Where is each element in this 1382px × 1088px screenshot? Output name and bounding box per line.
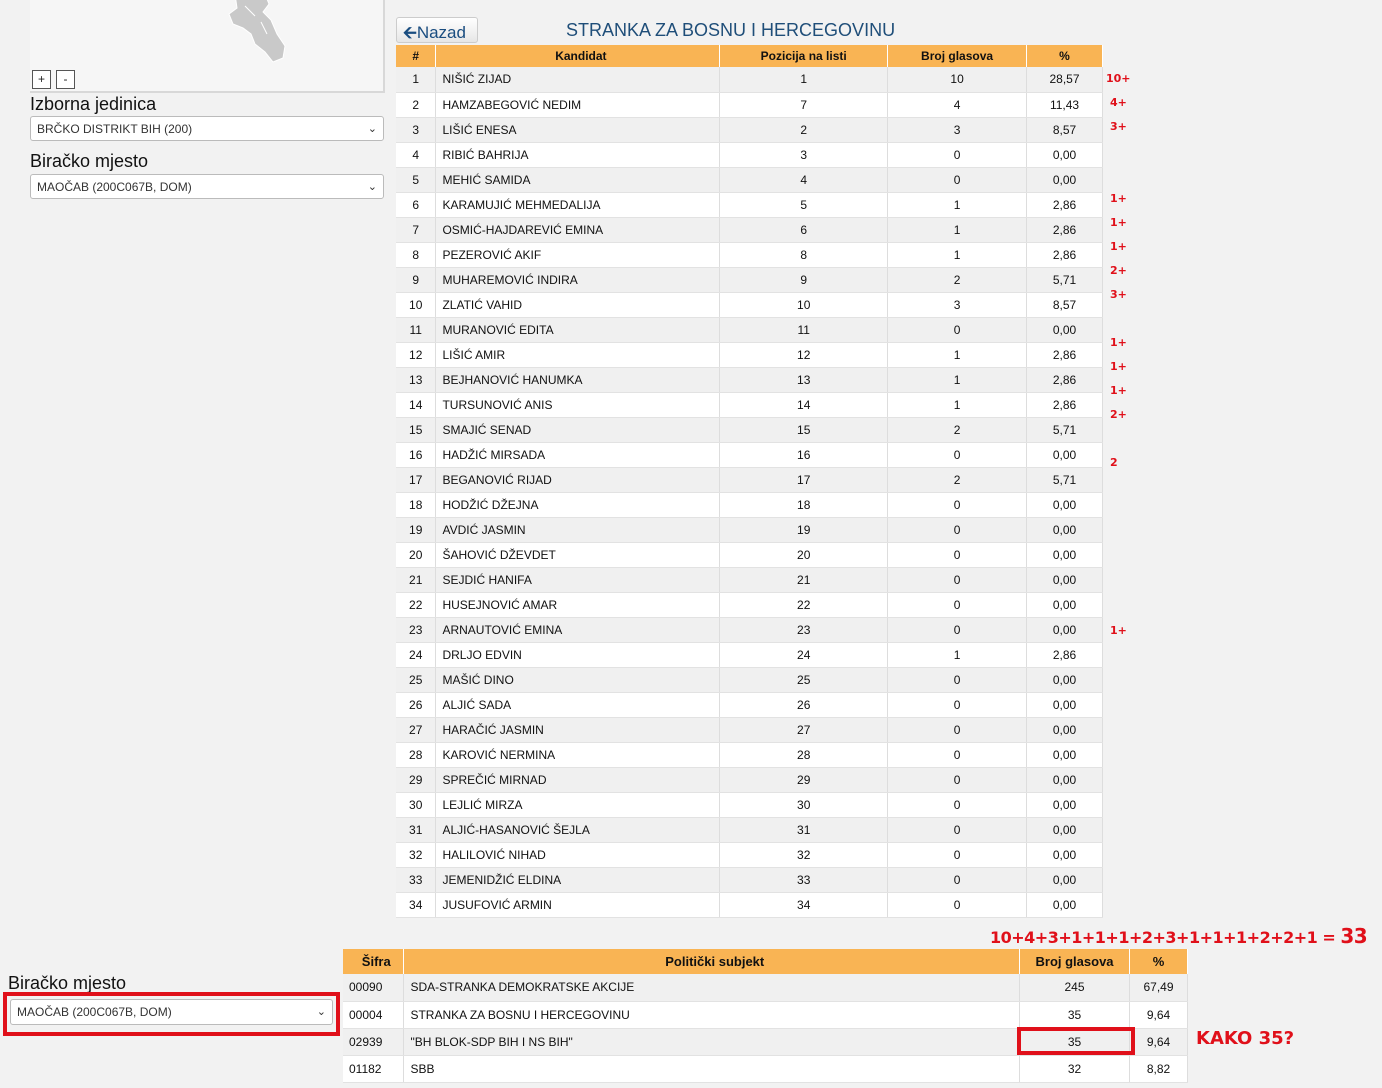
cell-kandidat: ALJIĆ-HASANOVIĆ ŠEJLA xyxy=(436,817,720,842)
cell-pozicija: 6 xyxy=(720,217,888,242)
cell-pozicija: 12 xyxy=(720,342,888,367)
cell-kandidat: SEJDIĆ HANIFA xyxy=(436,567,720,592)
cell-glasovi: 4 xyxy=(888,92,1027,117)
table-row[interactable] xyxy=(396,367,1103,392)
cell-party-percent: 67,49 xyxy=(1129,974,1187,1001)
cell-kandidat: LEJLIĆ MIRZA xyxy=(436,792,720,817)
question-annotation: KAKO 35? xyxy=(1196,1028,1295,1049)
cell-number: 3 xyxy=(396,117,436,142)
table-row[interactable] xyxy=(343,1055,1188,1082)
cell-number: 32 xyxy=(396,842,436,867)
candidates-header-row xyxy=(396,45,1103,67)
cell-kandidat: HAMZABEGOVIĆ NEDIM xyxy=(436,92,720,117)
cell-pozicija: 17 xyxy=(720,467,888,492)
cell-pozicija: 3 xyxy=(720,142,888,167)
biracko-mjesto-select[interactable] xyxy=(30,174,384,199)
map-region-shape xyxy=(225,0,325,64)
table-row[interactable] xyxy=(396,892,1103,917)
table-row[interactable] xyxy=(396,517,1103,542)
cell-pozicija: 34 xyxy=(720,892,888,917)
cell-percent: 0,00 xyxy=(1027,592,1103,617)
highlight-box-votes xyxy=(1017,1027,1135,1055)
table-row[interactable] xyxy=(396,392,1103,417)
cell-pozicija: 30 xyxy=(720,792,888,817)
table-row[interactable] xyxy=(396,742,1103,767)
cell-percent: 0,00 xyxy=(1027,842,1103,867)
cell-glasovi: 0 xyxy=(888,442,1027,467)
cell-number: 2 xyxy=(396,92,436,117)
table-row[interactable] xyxy=(396,442,1103,467)
cell-number: 16 xyxy=(396,442,436,467)
row-annotation: 1+ xyxy=(1110,216,1127,229)
table-row[interactable] xyxy=(396,842,1103,867)
cell-kandidat: NIŠIĆ ZIJAD xyxy=(436,67,720,92)
cell-percent: 2,86 xyxy=(1027,342,1103,367)
table-row[interactable] xyxy=(396,167,1103,192)
cell-sifra: 00090 xyxy=(343,974,404,1001)
cell-kandidat: ZLATIĆ VAHID xyxy=(436,292,720,317)
cell-glasovi: 0 xyxy=(888,517,1027,542)
cell-number: 24 xyxy=(396,642,436,667)
col-header-sifra[interactable]: Šifra xyxy=(343,949,404,974)
cell-party-percent: 9,64 xyxy=(1129,1001,1187,1028)
col-header-party-percent[interactable]: % xyxy=(1129,949,1187,974)
cell-kandidat: MUHAREMOVIĆ INDIRA xyxy=(436,267,720,292)
cell-glasovi: 2 xyxy=(888,467,1027,492)
col-header-kandidat[interactable]: Kandidat xyxy=(436,45,720,67)
cell-sifra: 01182 xyxy=(343,1055,404,1082)
cell-percent: 0,00 xyxy=(1027,742,1103,767)
cell-number: 31 xyxy=(396,817,436,842)
cell-pozicija: 25 xyxy=(720,667,888,692)
table-row[interactable] xyxy=(396,542,1103,567)
cell-kandidat: DRLJO EDVIN xyxy=(436,642,720,667)
cell-pozicija: 10 xyxy=(720,292,888,317)
parties-table xyxy=(343,949,1188,1083)
cell-pozicija: 8 xyxy=(720,242,888,267)
cell-pozicija: 5 xyxy=(720,192,888,217)
cell-party-percent: 8,82 xyxy=(1129,1055,1187,1082)
cell-pozicija: 31 xyxy=(720,817,888,842)
cell-glasovi: 0 xyxy=(888,592,1027,617)
izborna-jedinica-select[interactable] xyxy=(30,116,384,141)
row-annotation: 1+ xyxy=(1110,240,1127,253)
cell-sifra: 02939 xyxy=(343,1028,404,1055)
cell-number: 10 xyxy=(396,292,436,317)
cell-number: 11 xyxy=(396,317,436,342)
col-header-glasovi[interactable]: Broj glasova xyxy=(888,45,1027,67)
table-row[interactable] xyxy=(396,217,1103,242)
row-annotation: 4+ xyxy=(1110,96,1127,109)
cell-kandidat: SPREČIĆ MIRNAD xyxy=(436,767,720,792)
cell-percent: 0,00 xyxy=(1027,767,1103,792)
cell-kandidat: OSMIĆ-HAJDAREVIĆ EMINA xyxy=(436,217,720,242)
col-header-broj-glasova[interactable]: Broj glasova xyxy=(1020,949,1130,974)
cell-kandidat: ARNAUTOVIĆ EMINA xyxy=(436,617,720,642)
cell-percent: 0,00 xyxy=(1027,567,1103,592)
cell-pozicija: 33 xyxy=(720,867,888,892)
table-row[interactable] xyxy=(396,692,1103,717)
cell-percent: 0,00 xyxy=(1027,867,1103,892)
cell-subjekt: "BH BLOK-SDP BIH I NS BIH" xyxy=(404,1028,1020,1055)
cell-glasovi: 1 xyxy=(888,242,1027,267)
row-annotation: 2+ xyxy=(1110,264,1127,277)
map-panel[interactable] xyxy=(30,0,385,93)
cell-glasovi: 0 xyxy=(888,542,1027,567)
cell-number: 12 xyxy=(396,342,436,367)
biracko-mjesto-label: Biračko mjesto xyxy=(30,151,149,171)
cell-number: 14 xyxy=(396,392,436,417)
cell-percent: 28,57 xyxy=(1027,67,1103,92)
chevron-down-icon: ⌄ xyxy=(316,1006,326,1018)
cell-pozicija: 16 xyxy=(720,442,888,467)
col-header-number[interactable]: # xyxy=(396,45,436,67)
table-row[interactable] xyxy=(396,492,1103,517)
cell-kandidat: MURANOVIĆ EDITA xyxy=(436,317,720,342)
page-title: STRANKA ZA BOSNU I HERCEGOVINU xyxy=(566,20,896,40)
cell-number: 8 xyxy=(396,242,436,267)
table-row[interactable] xyxy=(396,617,1103,642)
table-row[interactable] xyxy=(343,1001,1188,1028)
cell-percent: 5,71 xyxy=(1027,267,1103,292)
cell-glasovi: 2 xyxy=(888,267,1027,292)
cell-number: 34 xyxy=(396,892,436,917)
table-row[interactable] xyxy=(396,317,1103,342)
cell-kandidat: LIŠIĆ AMIR xyxy=(436,342,720,367)
row-annotation: 3+ xyxy=(1110,288,1127,301)
cell-percent: 0,00 xyxy=(1027,142,1103,167)
table-row[interactable] xyxy=(396,242,1103,267)
cell-kandidat: KARAMUJIĆ MEHMEDALIJA xyxy=(436,192,720,217)
cell-glasovi: 0 xyxy=(888,892,1027,917)
cell-kandidat: HALILOVIĆ NIHAD xyxy=(436,842,720,867)
cell-percent: 2,86 xyxy=(1027,192,1103,217)
cell-percent: 2,86 xyxy=(1027,642,1103,667)
chevron-down-icon: ⌄ xyxy=(367,181,377,193)
cell-glasovi: 0 xyxy=(888,842,1027,867)
cell-glasovi: 0 xyxy=(888,492,1027,517)
cell-percent: 5,71 xyxy=(1027,467,1103,492)
cell-pozicija: 4 xyxy=(720,167,888,192)
cell-number: 4 xyxy=(396,142,436,167)
cell-glasovi: 1 xyxy=(888,642,1027,667)
cell-kandidat: HARAČIĆ JASMIN xyxy=(436,717,720,742)
cell-broj-glasova: 35 xyxy=(1020,1028,1130,1055)
cell-number: 26 xyxy=(396,692,436,717)
cell-glasovi: 1 xyxy=(888,192,1027,217)
table-row[interactable] xyxy=(396,867,1103,892)
cell-number: 20 xyxy=(396,542,436,567)
cell-percent: 0,00 xyxy=(1027,792,1103,817)
cell-pozicija: 15 xyxy=(720,417,888,442)
cell-glasovi: 0 xyxy=(888,167,1027,192)
sum-result: 33 xyxy=(1340,924,1368,948)
cell-glasovi: 0 xyxy=(888,692,1027,717)
cell-kandidat: ŠAHOVIĆ DŽEVDET xyxy=(436,542,720,567)
cell-pozicija: 2 xyxy=(720,117,888,142)
cell-glasovi: 2 xyxy=(888,417,1027,442)
candidates-table xyxy=(396,45,1103,918)
cell-pozicija: 22 xyxy=(720,592,888,617)
table-row[interactable] xyxy=(396,567,1103,592)
cell-kandidat: BEGANOVIĆ RIJAD xyxy=(436,467,720,492)
cell-percent: 0,00 xyxy=(1027,892,1103,917)
cell-kandidat: AVDIĆ JASMIN xyxy=(436,517,720,542)
cell-kandidat: PEZEROVIĆ AKIF xyxy=(436,242,720,267)
cell-number: 7 xyxy=(396,217,436,242)
cell-kandidat: ALJIĆ SADA xyxy=(436,692,720,717)
cell-pozicija: 11 xyxy=(720,317,888,342)
cell-number: 28 xyxy=(396,742,436,767)
cell-percent: 0,00 xyxy=(1027,442,1103,467)
cell-pozicija: 14 xyxy=(720,392,888,417)
cell-percent: 8,57 xyxy=(1027,292,1103,317)
cell-number: 25 xyxy=(396,667,436,692)
cell-glasovi: 0 xyxy=(888,817,1027,842)
cell-glasovi: 0 xyxy=(888,567,1027,592)
cell-pozicija: 20 xyxy=(720,542,888,567)
cell-number: 18 xyxy=(396,492,436,517)
cell-percent: 0,00 xyxy=(1027,717,1103,742)
table-row[interactable] xyxy=(396,817,1103,842)
cell-percent: 8,57 xyxy=(1027,117,1103,142)
cell-glasovi: 3 xyxy=(888,117,1027,142)
cell-percent: 0,00 xyxy=(1027,617,1103,642)
cell-percent: 2,86 xyxy=(1027,392,1103,417)
cell-percent: 0,00 xyxy=(1027,317,1103,342)
col-header-percent[interactable]: % xyxy=(1027,45,1103,67)
cell-glasovi: 0 xyxy=(888,667,1027,692)
cell-number: 27 xyxy=(396,717,436,742)
table-row[interactable] xyxy=(396,117,1103,142)
table-row[interactable] xyxy=(396,267,1103,292)
table-row[interactable] xyxy=(396,67,1103,92)
cell-kandidat: KAROVIĆ NERMINA xyxy=(436,742,720,767)
cell-percent: 11,43 xyxy=(1027,92,1103,117)
back-button-label: Nazad xyxy=(416,23,466,42)
cell-percent: 0,00 xyxy=(1027,517,1103,542)
cell-kandidat: SMAJIĆ SENAD xyxy=(436,417,720,442)
izborna-jedinica-label: Izborna jedinica xyxy=(30,94,157,114)
cell-kandidat: HODŽIĆ DŽEJNA xyxy=(436,492,720,517)
bottom-biracko-mjesto-label: Biračko mjesto xyxy=(8,973,127,993)
cell-glasovi: 0 xyxy=(888,767,1027,792)
cell-number: 30 xyxy=(396,792,436,817)
cell-kandidat: JUSUFOVIĆ ARMIN xyxy=(436,892,720,917)
cell-glasovi: 0 xyxy=(888,142,1027,167)
zoom-in-button[interactable]: + xyxy=(32,70,51,89)
cell-pozicija: 7 xyxy=(720,92,888,117)
table-row[interactable] xyxy=(396,342,1103,367)
parties-header-row xyxy=(343,949,1188,974)
cell-percent: 0,00 xyxy=(1027,167,1103,192)
cell-glasovi: 0 xyxy=(888,617,1027,642)
cell-pozicija: 21 xyxy=(720,567,888,592)
table-row[interactable] xyxy=(396,667,1103,692)
row-annotation: 10+ xyxy=(1106,72,1131,85)
cell-number: 15 xyxy=(396,417,436,442)
cell-glasovi: 0 xyxy=(888,317,1027,342)
cell-pozicija: 26 xyxy=(720,692,888,717)
col-header-subjekt[interactable]: Politički subjekt xyxy=(404,949,1020,974)
table-row[interactable] xyxy=(396,417,1103,442)
cell-sifra: 00004 xyxy=(343,1001,404,1028)
cell-pozicija: 9 xyxy=(720,267,888,292)
cell-number: 23 xyxy=(396,617,436,642)
cell-pozicija: 23 xyxy=(720,617,888,642)
bottom-biracko-mjesto-value: MAOČAB (200C067B, DOM) xyxy=(17,1005,172,1019)
cell-number: 5 xyxy=(396,167,436,192)
cell-number: 6 xyxy=(396,192,436,217)
cell-percent: 0,00 xyxy=(1027,817,1103,842)
cell-kandidat: MAŠIĆ DINO xyxy=(436,667,720,692)
row-annotation: 1+ xyxy=(1110,360,1127,373)
table-row[interactable] xyxy=(396,717,1103,742)
row-annotation: 2+ xyxy=(1110,408,1127,421)
cell-glasovi: 10 xyxy=(888,67,1027,92)
cell-number: 21 xyxy=(396,567,436,592)
row-annotation: 1+ xyxy=(1110,384,1127,397)
cell-subjekt: SDA-STRANKA DEMOKRATSKE AKCIJE xyxy=(404,974,1020,1001)
cell-number: 29 xyxy=(396,767,436,792)
cell-glasovi: 1 xyxy=(888,342,1027,367)
table-row[interactable] xyxy=(396,192,1103,217)
cell-kandidat: BEJHANOVIĆ HANUMKA xyxy=(436,367,720,392)
row-annotation: 2 xyxy=(1110,456,1118,469)
table-row[interactable] xyxy=(396,292,1103,317)
cell-glasovi: 1 xyxy=(888,392,1027,417)
cell-number: 17 xyxy=(396,467,436,492)
cell-number: 33 xyxy=(396,867,436,892)
back-button[interactable] xyxy=(396,17,478,43)
row-annotation: 1+ xyxy=(1110,336,1127,349)
cell-pozicija: 13 xyxy=(720,367,888,392)
cell-glasovi: 0 xyxy=(888,717,1027,742)
cell-broj-glasova: 32 xyxy=(1020,1055,1130,1082)
cell-subjekt: SBB xyxy=(404,1055,1020,1082)
cell-kandidat: HADŽIĆ MIRSADA xyxy=(436,442,720,467)
table-row[interactable] xyxy=(396,642,1103,667)
table-row[interactable] xyxy=(396,92,1103,117)
cell-kandidat: LIŠIĆ ENESA xyxy=(436,117,720,142)
cell-pozicija: 24 xyxy=(720,642,888,667)
table-row[interactable] xyxy=(396,467,1103,492)
sum-expression: 10+4+3+1+1+1+2+3+1+1+1+2+2+1 = xyxy=(990,928,1336,947)
table-row[interactable] xyxy=(396,592,1103,617)
cell-percent: 2,86 xyxy=(1027,367,1103,392)
cell-number: 13 xyxy=(396,367,436,392)
cell-kandidat: MEHIĆ SAMIDA xyxy=(436,167,720,192)
cell-kandidat: JEMENIDŽIĆ ELDINA xyxy=(436,867,720,892)
cell-number: 22 xyxy=(396,592,436,617)
table-row[interactable] xyxy=(396,767,1103,792)
izborna-jedinica-value: BRČKO DISTRIKT BIH (200) xyxy=(37,122,193,136)
cell-pozicija: 32 xyxy=(720,842,888,867)
cell-pozicija: 27 xyxy=(720,717,888,742)
sum-annotation xyxy=(990,924,1367,948)
cell-percent: 5,71 xyxy=(1027,417,1103,442)
zoom-out-button[interactable]: - xyxy=(56,70,75,89)
table-row[interactable] xyxy=(343,974,1188,1001)
biracko-mjesto-value: MAOČAB (200C067B, DOM) xyxy=(37,180,192,194)
chevron-down-icon: ⌄ xyxy=(367,123,377,135)
arrow-left-icon: 🡨 xyxy=(403,23,417,42)
cell-percent: 0,00 xyxy=(1027,492,1103,517)
cell-pozicija: 1 xyxy=(720,67,888,92)
cell-percent: 0,00 xyxy=(1027,542,1103,567)
bottom-biracko-mjesto-select[interactable] xyxy=(10,999,333,1025)
cell-kandidat: TURSUNOVIĆ ANIS xyxy=(436,392,720,417)
cell-number: 19 xyxy=(396,517,436,542)
col-header-pozicija[interactable]: Pozicija na listi xyxy=(720,45,888,67)
cell-percent: 0,00 xyxy=(1027,692,1103,717)
cell-glasovi: 1 xyxy=(888,217,1027,242)
cell-glasovi: 0 xyxy=(888,867,1027,892)
cell-glasovi: 0 xyxy=(888,792,1027,817)
cell-percent: 0,00 xyxy=(1027,667,1103,692)
cell-party-percent: 9,64 xyxy=(1129,1028,1187,1055)
cell-pozicija: 19 xyxy=(720,517,888,542)
cell-glasovi: 1 xyxy=(888,367,1027,392)
table-row[interactable] xyxy=(396,142,1103,167)
cell-broj-glasova: 245 xyxy=(1020,974,1130,1001)
cell-glasovi: 3 xyxy=(888,292,1027,317)
cell-pozicija: 29 xyxy=(720,767,888,792)
cell-number: 9 xyxy=(396,267,436,292)
cell-number: 1 xyxy=(396,67,436,92)
cell-pozicija: 28 xyxy=(720,742,888,767)
row-annotation: 3+ xyxy=(1110,120,1127,133)
cell-kandidat: HUSEJNOVIĆ AMAR xyxy=(436,592,720,617)
cell-broj-glasova: 35 xyxy=(1020,1001,1130,1028)
cell-percent: 2,86 xyxy=(1027,217,1103,242)
row-annotation: 1+ xyxy=(1110,624,1127,637)
cell-kandidat: RIBIĆ BAHRIJA xyxy=(436,142,720,167)
table-row[interactable] xyxy=(396,792,1103,817)
cell-glasovi: 0 xyxy=(888,742,1027,767)
row-annotation: 1+ xyxy=(1110,192,1127,205)
cell-percent: 2,86 xyxy=(1027,242,1103,267)
cell-subjekt: STRANKA ZA BOSNU I HERCEGOVINU xyxy=(404,1001,1020,1028)
cell-pozicija: 18 xyxy=(720,492,888,517)
